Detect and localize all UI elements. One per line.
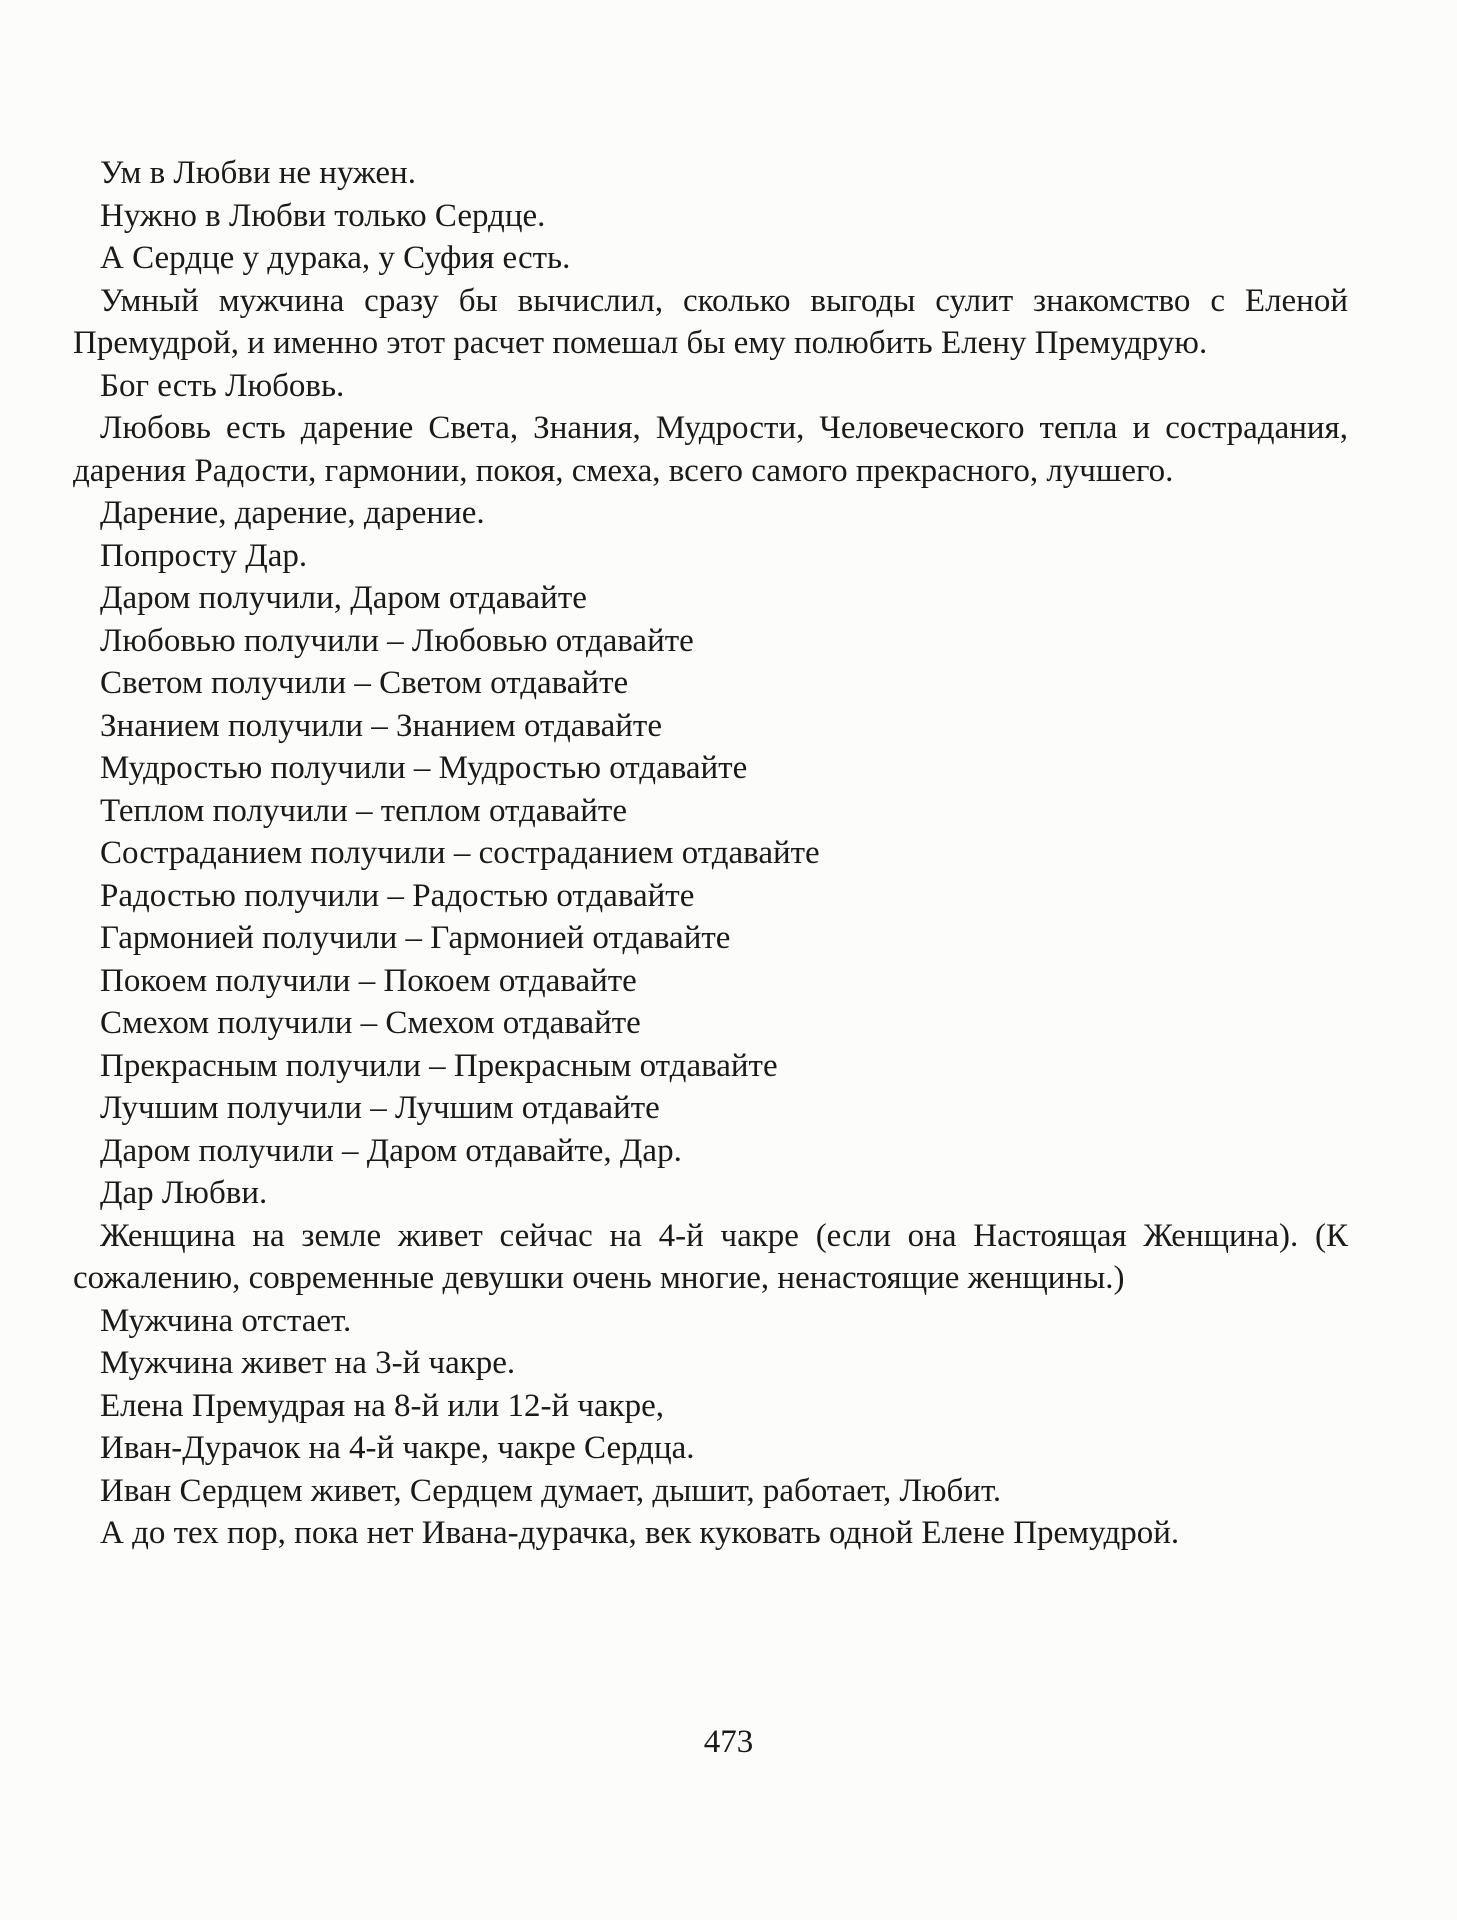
- paragraph: Умный мужчина сразу бы вычислил, сколько выгоды сулит знакомство с Еленой Премудрой, и именно этот расчет помешал бы ему полюбить Елену Премудрую.: [73, 282, 1348, 361]
- paragraph: Дарение, дарение, дарение.: [100, 495, 485, 531]
- paragraph: Иван Сердцем живет, Сердцем думает, дышит, работает, Любит.: [100, 1472, 1002, 1509]
- paragraph: Елена Премудрая на 8-й или 12-й чакре,: [100, 1387, 665, 1424]
- paragraph: Дар Любви.: [100, 1175, 268, 1211]
- paragraph: Даром получили – Даром отдавайте, Дар.: [100, 1132, 682, 1169]
- paragraph: Мудростью получили – Мудростью отдавайте: [100, 750, 748, 786]
- paragraph: Мужчина живет на 3-й чакре.: [100, 1345, 516, 1381]
- paragraph: Смехом получили – Смехом отдавайте: [100, 1005, 641, 1041]
- paragraph: А до тех пор, пока нет Ивана-дурачка, век куковать одной Елене Премудрой.: [100, 1515, 1180, 1551]
- paragraph: Бог есть Любовь.: [100, 367, 345, 404]
- page-number: 473: [703, 1724, 754, 1760]
- paragraph: Женщина на земле живет сейчас на 4-й чакре (если она Настоящая Женщина). (К сожалению, современные девушки очень многие, ненастоящие женщины.): [73, 1217, 1348, 1296]
- paragraph: Даром получили, Даром отдавайте: [100, 580, 587, 616]
- paragraph: Нужно в Любви только Сердце.: [100, 197, 546, 234]
- paragraph: Лучшим получили – Лучшим отдавайте: [100, 1090, 660, 1126]
- paragraph: Иван-Дурачок на 4-й чакре, чакре Сердца.: [100, 1430, 695, 1466]
- paragraph: Светом получили – Светом отдавайте: [100, 665, 629, 701]
- paragraph: А Сердце у дурака, у Суфия есть.: [100, 240, 571, 276]
- paragraph: Прекрасным получили – Прекрасным отдавайте: [100, 1047, 778, 1084]
- paragraph: Любовью получили – Любовью отдавайте: [100, 622, 694, 659]
- paragraph: Гармонией получили – Гармонией отдавайте: [100, 920, 731, 956]
- paragraph: Мужчина отстает.: [100, 1302, 352, 1339]
- paragraph: Знанием получили – Знанием отдавайте: [100, 707, 662, 744]
- paragraph: Любовь есть дарение Света, Знания, Мудрости, Человеческого тепла и сострадания, дарения Радости, гармонии, покоя, смеха, всего самого прекрасного, лучшего.: [73, 410, 1348, 489]
- paragraph: Попросту Дар.: [100, 537, 308, 574]
- paragraph: Состраданием получили – состраданием отдавайте: [100, 835, 820, 871]
- paragraph: Покоем получили – Покоем отдавайте: [100, 962, 637, 999]
- paragraph: Радостью получили – Радостью отдавайте: [100, 877, 695, 914]
- page-text: [73, 152, 1348, 1555]
- paragraph: Ум в Любви не нужен.: [100, 155, 416, 191]
- paragraph: Теплом получили – теплом отдавайте: [100, 792, 627, 829]
